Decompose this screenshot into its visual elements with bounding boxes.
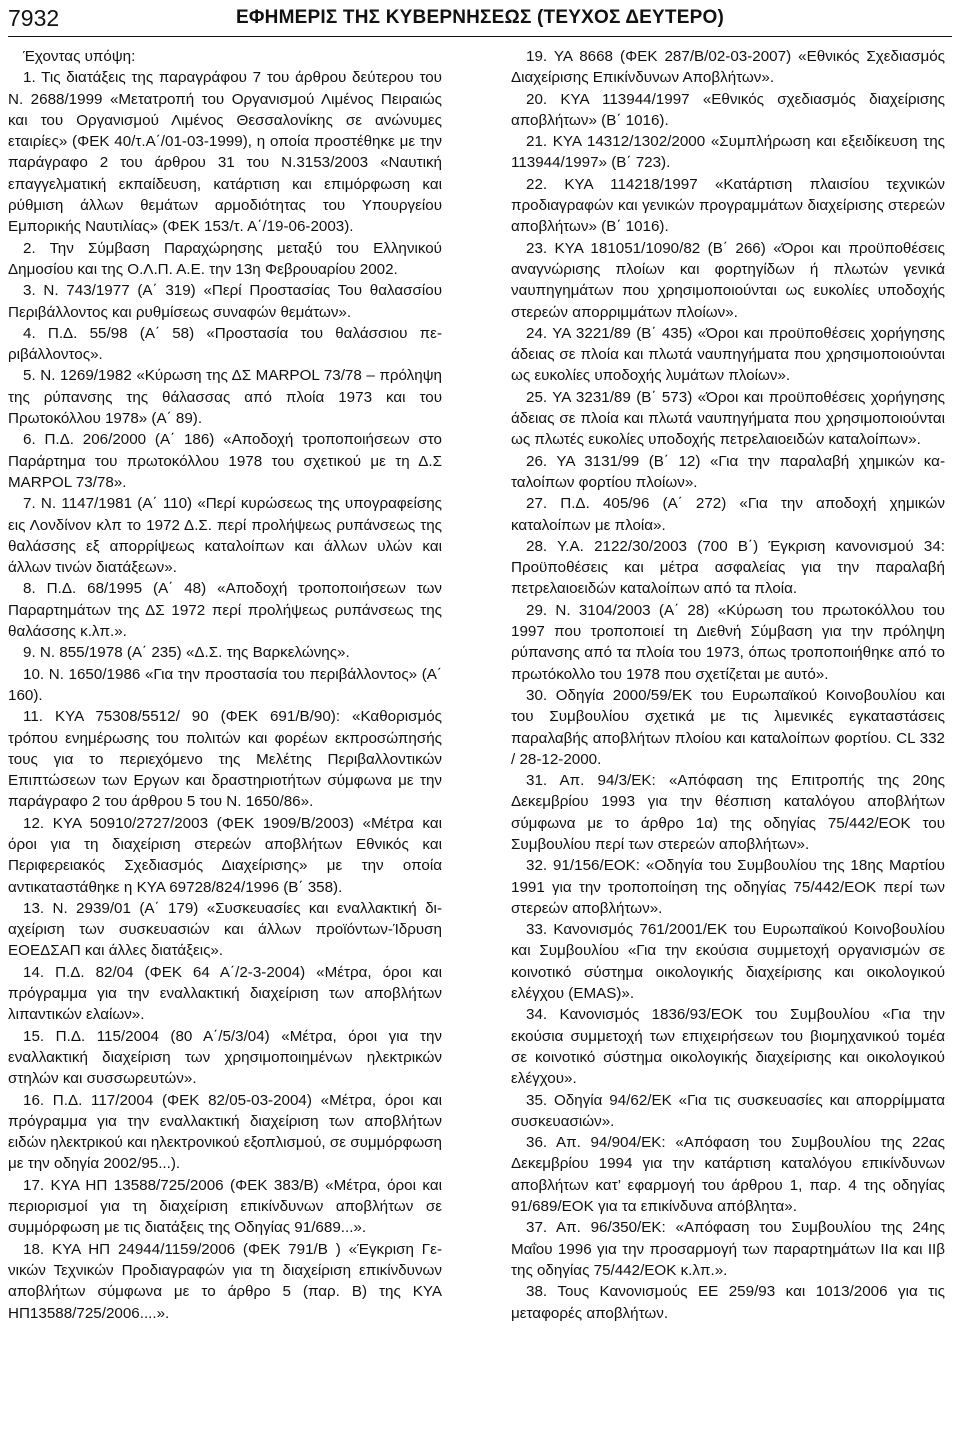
paragraph: 21. ΚΥΑ 14312/1302/2000 «Συμπλήρωση και εξειδίκευση της 113944/1997» (Β΄ 723).: [511, 133, 945, 172]
paragraph: 23. ΚΥΑ 181051/1090/82 (Β΄ 266) «Όροι και προϋποθέσεις αναγνώρισης πλοίων και φορτηγίδων ή πλωτών γενικά ναυπηγημάτων που χρησιμοποιούνται ως ευκολίες υποδοχής στερεών απορριμμάτων πλοίων».: [511, 239, 945, 321]
paragraph: 19. ΥΑ 8668 (ΦΕΚ 287/Β/02-03-2007) «Εθνικός Σχεδιασμός Διαχείρισης Επικίνδυνων Αποβλήτων».: [511, 48, 945, 87]
paragraph: 18. ΚΥΑ ΗΠ 24944/1159/2006 (ΦΕΚ 791/Β ) «Έγκριση Γενικών Τεχνικών Προδιαγραφών για τη διαχείριση επικίνδυνων αποβλήτων σύμφωνα με το άρθρο 5 (παρ. Β) της ΚΥΑ ΗΠ13588/725/2006....».: [8, 1240, 442, 1322]
paragraph: 38. Τους Κανονισμούς ΕΕ 259/93 και 1013/2006 για τις μεταφορές αποβλήτων.: [511, 1283, 945, 1322]
left-text-column: [8, 46, 442, 1324]
paragraph: 26. ΥΑ 3131/99 (Β΄ 12) «Για την παραλαβή χημικών καταλοίπων φορτίου πλοίων».: [511, 452, 945, 491]
paragraph: 33. Κανονισμός 761/2001/ΕΚ του Ευρωπαϊκού Κοινοβουλίου και Συμβουλίου «Για την εκούσια συμμετοχή οργανισμών σε κοινοτικό σύστημα οικολογικής διαχείρισης και οικολογικού ελέγχου (EMAS)».: [511, 921, 945, 1003]
paragraph: 28. Υ.Α. 2122/30/2003 (700 Β΄) Έγκριση κανονισμού 34: Προϋποθέσεις και μέτρα ασφαλείας για την παραλαβή πετρελαιοειδών καταλοίπων από τα πλοία.: [511, 537, 945, 598]
paragraph: 36. Απ. 94/904/ΕΚ: «Απόφαση του Συμβουλίου της 22ας Δεκεμβρίου 1994 για την κατάρτιση καταλόγου επικίνδυνων αποβλήτων κατ’ εφαρμογή του άρθρου 1, παρ. 4 της οδηγίας 91/689/ΕΟΚ για τα επικίνδυνα απόβλητα».: [511, 1134, 945, 1216]
page-header: [8, 0, 952, 37]
paragraph: 29. Ν. 3104/2003 (Α΄ 28) «Κύρωση του πρωτοκόλλου του 1997 που τροποποιεί τη Διεθνή Σύμβαση για την πρόληψη ρύπανσης από τα πλοία του 1973, όπως τροποποιήθηκε από το πρωτόκολλο του 1978 που σχετίζεται με αυτό».: [511, 601, 945, 683]
paragraph: 3. Ν. 743/1977 (Α΄ 319) «Περί Προστασίας Του θαλασσίου Περιβάλλοντος και ρυθμίσεως συναφών θεμάτων».: [8, 282, 442, 321]
page-number: 7932: [8, 4, 60, 31]
paragraph: 30. Οδηγία 2000/59/ΕΚ του Ευρωπαϊκού Κοινοβουλίου και του Συμβουλίου σχετικά με τις λιμενικές εγκαταστάσεις παραλαβής αποβλήτων πλοίου και καταλοίπων φορτίου. CL 332 / 28-12-2000.: [511, 686, 945, 768]
paragraph: Έχοντας υπόψη:: [23, 48, 136, 65]
paragraph: 12. ΚΥΑ 50910/2727/2003 (ΦΕΚ 1909/Β/2003) «Μέτρα και όροι για τη διαχείριση στερεών αποβλήτων Εθνικός και Περιφερειακός Σχεδιασμός Διαχείρισης» με την οποία αντικαταστάθηκε η ΚΥΑ 69728/824/1996 (Β΄ 358).: [8, 814, 442, 896]
paragraph: 9. Ν. 855/1978 (Α΄ 235) «Δ.Σ. της Βαρκελώνης».: [23, 644, 350, 662]
paragraph: 17. ΚΥΑ ΗΠ 13588/725/2006 (ΦΕΚ 383/Β) «Μέτρα, όροι και περιορισμοί για τη διαχείριση επικίνδυνων αποβλήτων σε συμμόρφωση με τις διατάξεις της Οδηγίας 91/689...».: [8, 1176, 442, 1237]
paragraph: 15. Π.Δ. 115/2004 (80 Α΄/5/3/04) «Μέτρα, όροι για την εναλλακτική διαχείριση των χρησιμοποιημένων ηλεκτρικών στηλών και συσσωρευτών».: [8, 1027, 442, 1088]
paragraph: 1. Τις διατάξεις της παραγράφου 7 του άρθρου δεύτερου του Ν. 2688/1999 «Μετατροπή του Οργανισμού Λιμένος Πειραιώς και του Οργανισμού Λιμένος Θεσσαλονίκης σε ανώνυμες εταιρίες» (ΦΕΚ 40/τ.Α΄/01-03-1999), η οποία προστέθηκε με την παράγραφο 2 του άρθρου 31 του Ν.3153/2003 «Ναυτική επαγγελματική εκπαίδευση, κατάρτιση και επιμόρφωση και ρύθμιση άλλων θεμάτων αρμοδιότητας του Υπουργείου Εμπορικής Ναυτιλίας» (ΦΕΚ 153/τ. Α΄/19-06-2003).: [8, 69, 442, 236]
paragraph: 7. Ν. 1147/1981 (Α΄ 110) «Περί κυρώσεως της υπογραφείσης εις Λονδίνον κλπ το 1972 Δ.Σ. περί προλήψεως ρυπάνσεως της θαλάσσης εξ απορρίψεως καταλοίπων και άλλων υλών και άλλων τινών διατάξεων».: [8, 495, 442, 577]
paragraph: 11. ΚΥΑ 75308/5512/ 90 (ΦΕΚ 691/Β/90): «Καθορισμός τρόπου ενημέρωσης του πολιτών και φορέων εκπροσώπησής τους για το περιεχόμενο της Μελέτης Περιβαλλοντικών Επιπτώσεων των Εργων και δραστηριοτήτων σύμφωνα με την παράγραφο 2 του άρθρου 5 του Ν. 1650/86».: [8, 708, 442, 811]
paragraph: 34. Κανονισμός 1836/93/ΕΟΚ του Συμβουλίου «Για την εκούσια συμμετοχή των επιχειρήσεων του βιομηχανικού τομέα σε κοινοτικό σύστημα οικολογικής διαχείρισης και οικολογικού ελέγχου».: [511, 1006, 945, 1088]
paragraph: 2. Την Σύμβαση Παραχώρησης μεταξύ του Ελληνικού Δημοσίου και της Ο.Λ.Π. Α.Ε. την 13η Φεβρουαρίου 2002.: [8, 239, 442, 278]
paragraph: 8. Π.Δ. 68/1995 (Α΄ 48) «Αποδοχή τροποποιήσεων των Παραρτημάτων της ΔΣ 1972 περί προλήψεως ρυπάνσεως της θαλάσσης κ.λπ.».: [8, 580, 442, 641]
paragraph: 6. Π.Δ. 206/2000 (Α΄ 186) «Αποδοχή τροποποιήσεων στο Παράρτημα του πρωτοκόλλου 1978 του σχετικού με τη Δ.Σ MARPOL 73/78».: [8, 431, 442, 491]
paragraph: 35. Οδηγία 94/62/ΕΚ «Για τις συσκευασίες και απορρίμματα συσκευασιών».: [511, 1091, 945, 1130]
paragraph: 16. Π.Δ. 117/2004 (ΦΕΚ 82/05-03-2004) «Μέτρα, όροι και πρόγραμμα για την εναλλακτική διαχείριση των αποβλήτων ειδών ηλεκτρικού και ηλεκτρονικού εξοπλισμού, σε συμμόρφωση με την οδηγία 2002/95...).: [8, 1091, 442, 1173]
paragraph: 25. ΥΑ 3231/89 (Β΄ 573) «Όροι και προϋποθέσεις χορήγησης άδειας σε πλοία και πλωτά ναυπηγήματα που χρησιμοποιούνται ως πλωτές ευκολίες υποδοχής πετρελαιοειδών καταλοίπων».: [511, 388, 945, 449]
paragraph: 5. Ν. 1269/1982 «Κύρωση της ΔΣ MARPOL 73/78 – πρόληψη της ρύπανσης της θάλασσας από πλοία 1973 και του Πρωτοκόλλου 1978» (Α΄ 89).: [8, 367, 442, 428]
paragraph: 31. Απ. 94/3/ΕΚ: «Απόφαση της Επιτροπής της 20ης Δεκεμβρίου 1993 για την θέσπιση καταλόγου αποβλήτων σύμφωνα με το άρθρο 1α) της οδηγίας 75/442/ΕΟΚ του Συμβουλίου περί των στερεών αποβλήτων».: [511, 772, 945, 853]
paragraph: 13. Ν. 2939/01 (Α΄ 179) «Συσκευασίες και εναλλακτική διαχείριση των συσκευασιών και άλλων προϊόντων-Ίδρυση ΕΟΕΔΣΑΠ και άλλες διατάξεις».: [8, 899, 442, 960]
paragraph: 27. Π.Δ. 405/96 (Α΄ 272) «Για την αποδοχή χημικών καταλοίπων με πλοία».: [511, 495, 945, 534]
paragraph: 32. 91/156/ΕΟΚ: «Οδηγία του Συμβουλίου της 18ης Μαρτίου 1991 για την τροποποίηση της οδηγίας 75/442/ΕΟΚ περί των στερεών αποβλήτων».: [511, 857, 945, 917]
paragraph: 4. Π.Δ. 55/98 (Α΄ 58) «Προστασία του θαλάσσιου περιβάλλοντος».: [8, 324, 442, 364]
paragraph: 10. Ν. 1650/1986 «Για την προστασία του περιβάλλοντος» (Α΄ 160).: [8, 665, 442, 704]
right-text-column: [511, 46, 945, 1324]
paragraph: 22. ΚΥΑ 114218/1997 «Κατάρτιση πλαισίου τεχνικών προδιαγραφών και γενικών προγραμμάτων διαχείρισης στερεών αποβλήτων» (Β΄ 1016).: [511, 175, 945, 236]
paragraph: 24. ΥΑ 3221/89 (Β΄ 435) «Όροι και προϋποθέσεις χορήγησης άδειας σε πλοία και πλωτά ναυπηγήματα που χρησιμοποιούνται ως ευκολίες υποδοχής λυμάτων πλοίων».: [511, 324, 945, 385]
journal-title: ΕΦΗΜΕΡΙΣ ΤΗΣ ΚΥΒΕΡΝΗΣΕΩΣ (ΤΕΥΧΟΣ ΔΕΥΤΕΡΟ): [236, 7, 724, 28]
paragraph: 37. Απ. 96/350/ΕΚ: «Απόφαση του Συμβουλίου της 24ης Μαΐου 1996 για την προσαρμογή των παραρτημάτων ΙΙα και ΙΙβ της οδηγίας 75/442/ΕΟΚ κ.λπ.».: [511, 1219, 945, 1279]
paragraph: 20. ΚΥΑ 113944/1997 «Εθνικός σχεδιασμός διαχείρισης αποβλήτων» (Β΄ 1016).: [511, 90, 945, 129]
paragraph: 14. Π.Δ. 82/04 (ΦΕΚ 64 Α΄/2-3-2004) «Μέτρα, όροι και πρόγραμμα για την εναλλακτική διαχείριση των αποβλήτων λιπαντικών ελαίων».: [8, 963, 442, 1024]
